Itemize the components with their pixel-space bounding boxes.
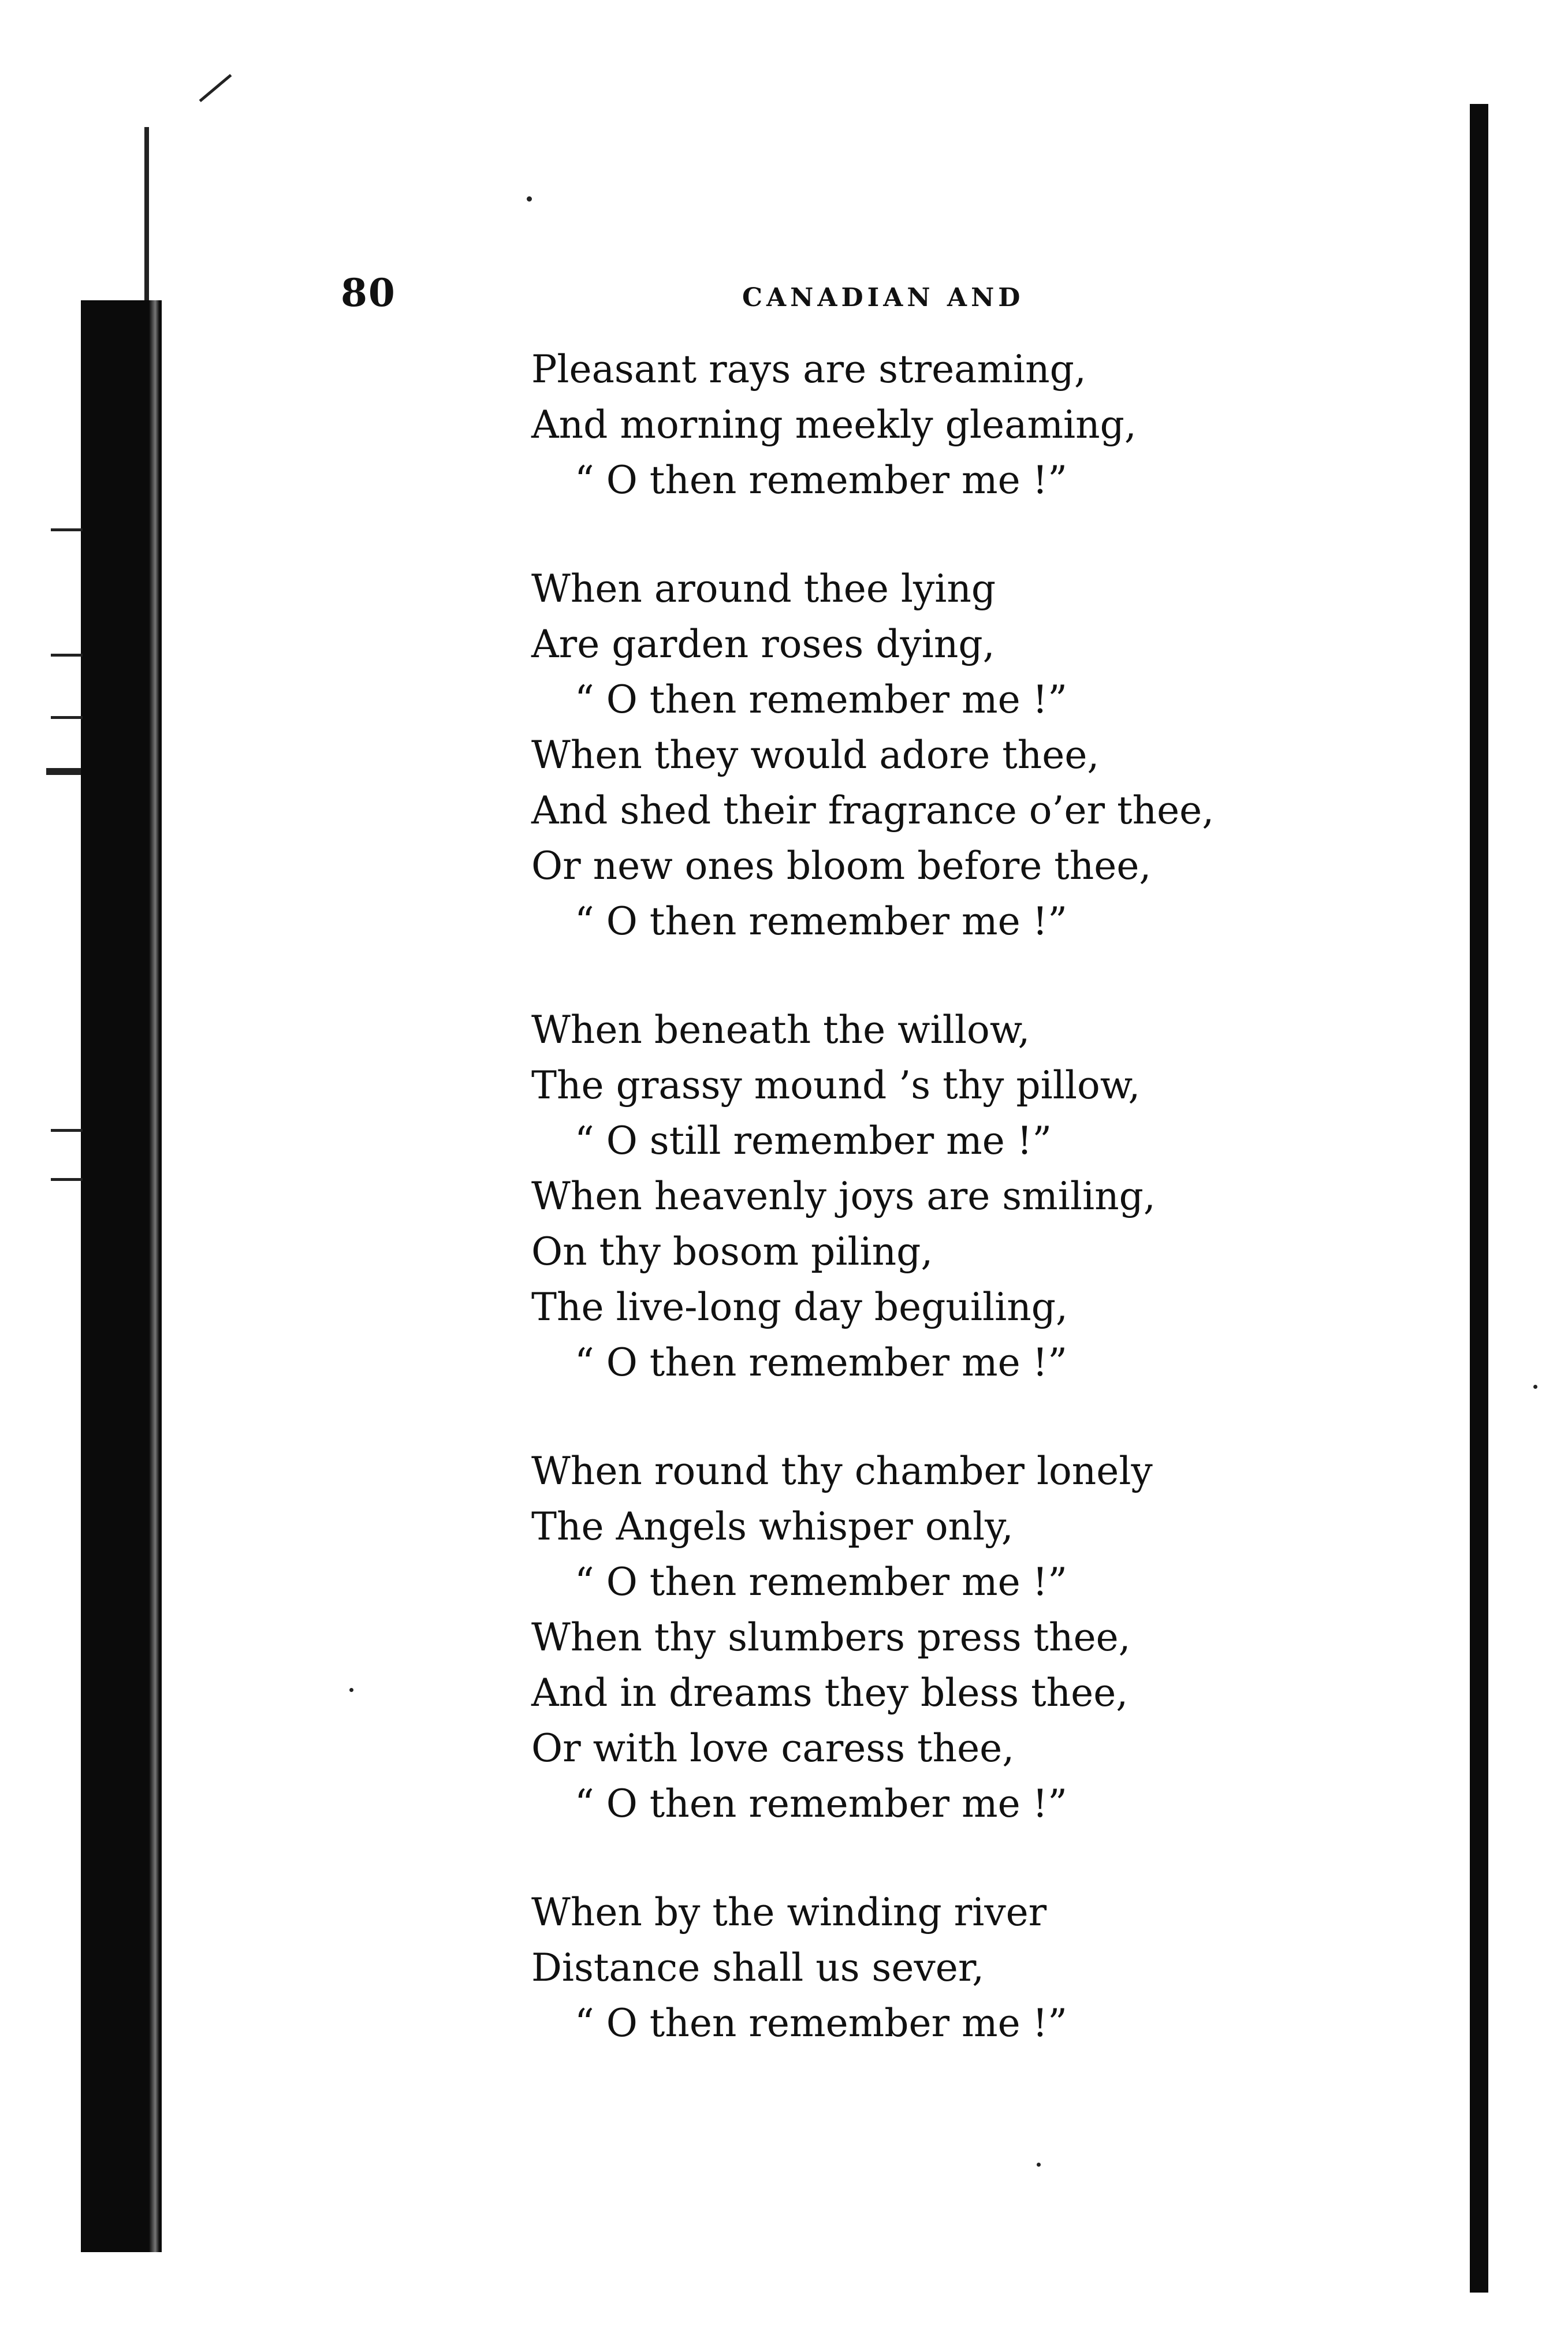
poem-body — [531, 342, 1369, 2104]
refrain-line: “ O then remember me !” — [575, 458, 1067, 502]
margin-tick — [51, 654, 83, 657]
margin-tick — [51, 716, 83, 719]
refrain-line: “ O then remember me !” — [575, 677, 1067, 722]
running-head: CANADIAN AND — [742, 283, 1025, 312]
poem-line: And morning meekly gleaming, — [531, 402, 1137, 447]
refrain-line: “ O then remember me !” — [575, 2001, 1067, 2045]
refrain-line: “ O then remember me !” — [575, 1560, 1067, 1604]
poem-line: When heavenly joys are smiling, — [531, 1174, 1156, 1218]
stanza — [531, 1444, 1369, 1832]
stanza — [531, 561, 1369, 949]
page-number: 80 — [341, 270, 396, 315]
scan-mark — [199, 74, 232, 102]
stanza — [531, 1002, 1369, 1391]
poem-line: Or with love caress thee, — [531, 1726, 1015, 1771]
binding-shadow-fade — [149, 300, 159, 2252]
refrain-line: “ O then remember me !” — [575, 899, 1067, 944]
poem-line: When beneath the willow, — [531, 1008, 1030, 1052]
poem-line: On thy bosom piling, — [531, 1229, 933, 1274]
ink-speck — [1037, 2163, 1041, 2167]
margin-tick — [46, 768, 81, 775]
poem-line: And in dreams they bless thee, — [531, 1671, 1128, 1715]
margin-tick — [51, 528, 83, 531]
poem-line: When they would adore thee, — [531, 733, 1100, 777]
poem-line: When by the winding river — [531, 1890, 1047, 1935]
stanza — [531, 342, 1369, 508]
poem-line: The Angels whisper only, — [531, 1504, 1014, 1549]
stanza — [531, 1885, 1369, 2051]
margin-tick — [51, 1178, 83, 1181]
refrain-line: “ O then remember me !” — [575, 1782, 1067, 1826]
poem-line: When round thy chamber lonely — [531, 1449, 1153, 1493]
refrain-line: “ O still remember me !” — [575, 1119, 1052, 1163]
ink-speck — [349, 1688, 353, 1692]
poem-line: Distance shall us sever, — [531, 1946, 985, 1990]
ink-speck — [527, 196, 532, 202]
margin-tick — [51, 1129, 83, 1132]
refrain-line: “ O then remember me !” — [575, 1340, 1067, 1385]
ink-speck — [1533, 1385, 1537, 1389]
poem-line: Are garden roses dying, — [531, 622, 995, 666]
poem-line: The grassy mound ’s thy pillow, — [531, 1063, 1141, 1108]
poem-line: When around thee lying — [531, 566, 996, 611]
page-edge-right — [1470, 104, 1488, 2293]
poem-line: Pleasant rays are streaming, — [531, 347, 1086, 392]
poem-line: The live-long day beguiling, — [531, 1285, 1068, 1329]
poem-line: And shed their fragrance o’er thee, — [531, 788, 1215, 833]
poem-line: When thy slumbers press thee, — [531, 1615, 1131, 1660]
binding-edge-top — [144, 127, 149, 300]
poem-line: Or new ones bloom before thee, — [531, 844, 1152, 888]
